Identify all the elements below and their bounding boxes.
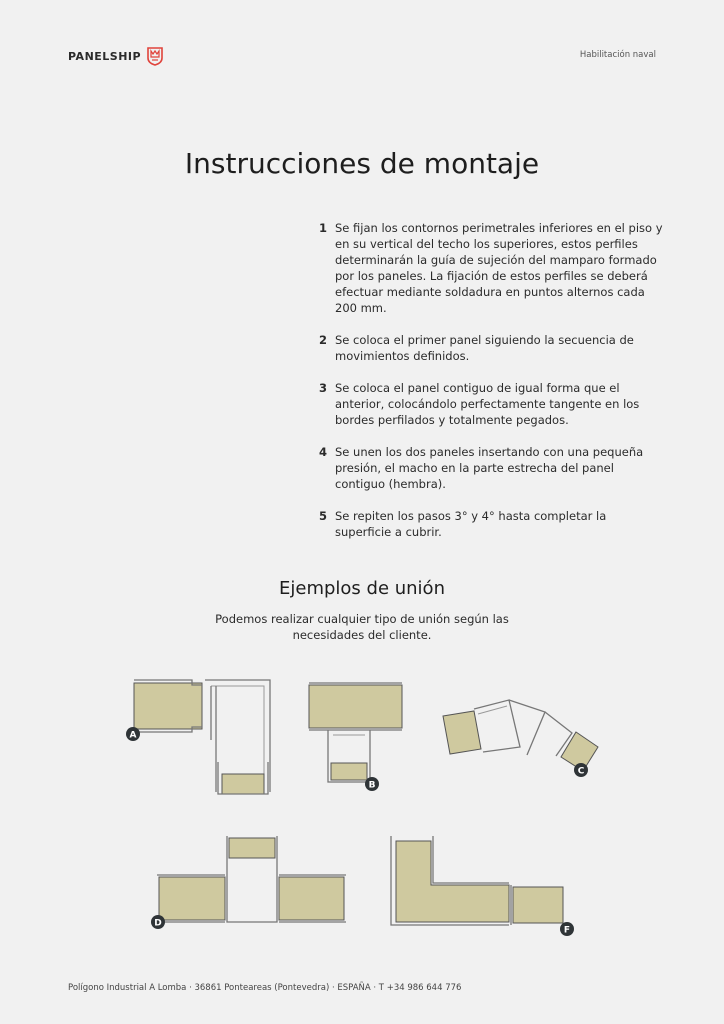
label-f: F xyxy=(563,925,571,936)
joint-example-d xyxy=(151,836,346,929)
step-number: 4 xyxy=(319,445,328,459)
step-text: Se repiten los pasos 3° y 4° hasta completar la superficie a cubrir. xyxy=(335,509,607,539)
step-item xyxy=(319,444,664,492)
step-text: Se unen los dos paneles insertando con una pequeña presión, el macho en la parte estrecha del panel contiguo (hembra). xyxy=(335,445,644,491)
label-b: B xyxy=(368,780,376,791)
step-text: Se fijan los contornos perimetrales inferiores en el piso y en su vertical del techo los superiores, estos perfiles determinarán la guía de sujeción del mamparo formado por los paneles. La fijación de estos perfiles se deberá efectuar mediante soldadura en puntos alternos cada 200 mm. xyxy=(335,221,663,315)
step-number: 3 xyxy=(319,381,328,395)
examples-description: Podemos realizar cualquier tipo de unión según las necesidades del cliente. xyxy=(215,612,509,642)
joint-example-f xyxy=(391,836,574,936)
step-number: 1 xyxy=(319,221,328,235)
label-d: D xyxy=(154,918,162,929)
step-text: Se coloca el panel contiguo de igual forma que el anterior, colocándolo perfectamente tangente en los bordes perfilados y totalmente pegados. xyxy=(335,381,640,427)
step-item xyxy=(319,332,664,364)
instruction-steps xyxy=(319,220,664,556)
joint-example-c xyxy=(443,700,598,777)
footer-address: Polígono Industrial A Lomba · 36861 Ponteareas (Pontevedra) · ESPAÑA · T +34 986 644 776 xyxy=(68,983,462,993)
step-number: 2 xyxy=(319,333,328,347)
joint-example-a xyxy=(126,680,270,794)
section-label: Habilitación naval xyxy=(579,50,656,60)
label-a: A xyxy=(129,730,137,741)
brand-name: PANELSHIP xyxy=(68,49,142,63)
step-item xyxy=(319,508,664,540)
step-item xyxy=(319,220,664,316)
brand-logo xyxy=(68,46,164,66)
joint-diagrams xyxy=(0,660,724,950)
examples-title: Ejemplos de unión xyxy=(279,578,445,599)
label-c: C xyxy=(577,766,585,777)
step-number: 5 xyxy=(319,509,328,523)
step-text: Se coloca el primer panel siguiendo la secuencia de movimientos definidos. xyxy=(335,333,634,363)
step-item xyxy=(319,380,664,428)
crown-shield-icon xyxy=(146,46,164,66)
page-title: Instrucciones de montaje xyxy=(184,147,540,180)
joint-example-b xyxy=(309,683,402,791)
